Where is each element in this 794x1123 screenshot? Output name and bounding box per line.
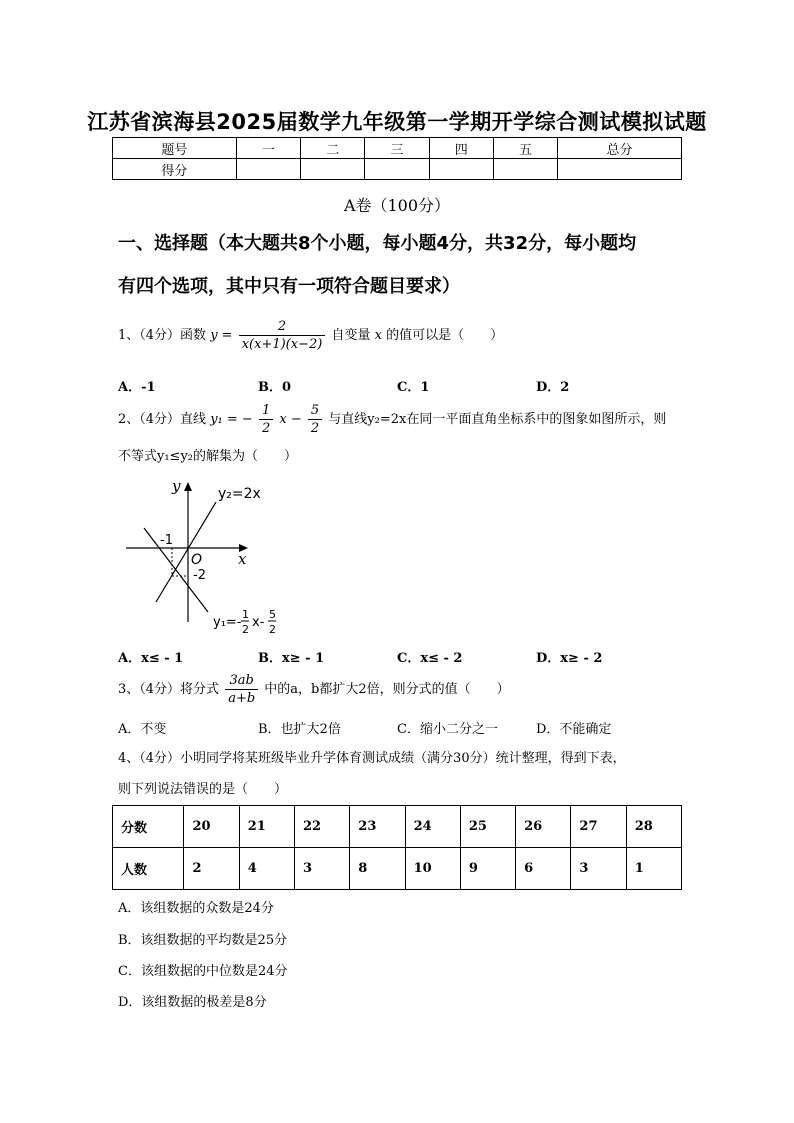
score-cell: 题号: [113, 138, 237, 159]
section-heading: A卷（100分）: [343, 196, 451, 215]
table-cell: 9: [460, 848, 515, 890]
table-cell: 1: [626, 848, 681, 890]
q1-option-b: B．0: [258, 380, 292, 395]
table-cell: 28: [626, 806, 681, 848]
table-cell: 23: [350, 806, 405, 848]
q3-denominator: a+b: [228, 691, 256, 706]
q2-line2: 不等式y₁≤y₂的解集为（ ）: [118, 449, 298, 464]
q4-data-table: [112, 805, 682, 890]
table-cell: 20: [184, 806, 239, 848]
q2-f2-den: 2: [310, 421, 320, 436]
q2-y1: y₁ = −: [210, 412, 253, 427]
question-3: [118, 670, 510, 710]
score-blank-cell: [558, 159, 682, 180]
tick-y-label: -2: [193, 568, 206, 583]
question-1: [118, 316, 503, 356]
q1-numerator: 2: [239, 318, 326, 336]
table-cell: 分数: [113, 806, 184, 848]
part-heading-line2: 有四个选项，其中只有一项符合题目要求）: [118, 276, 460, 297]
score-cell: 三: [365, 138, 429, 159]
q1-suffix-a: 自变量: [331, 328, 371, 343]
q3-option-d: D．不能确定: [536, 722, 612, 737]
axis-y-label: y: [172, 477, 181, 495]
question-2: [118, 400, 666, 440]
table-cell: 10: [405, 848, 460, 890]
line-y2-label: y₂=2x: [218, 486, 261, 502]
q3-option-a: A．不变: [118, 722, 167, 737]
line-y1-label-den1: 2: [242, 623, 249, 636]
score-blank-cell: [365, 159, 429, 180]
table-cell: 3: [295, 848, 350, 890]
q2-prefix: 2、（4分）直线: [118, 412, 207, 427]
y-axis-arrow-icon: [184, 482, 192, 491]
q4-line2: 则下列说法错误的是（ ）: [118, 782, 288, 797]
q1-func: y =: [210, 328, 233, 343]
table-cell: 6: [516, 848, 571, 890]
q2-suffix: 与直线y₂=2x在同一平面直角坐标系中的图象如图所示，则: [328, 412, 667, 427]
q2-option-d: D．x≥ - 2: [536, 651, 603, 666]
table-cell: 2: [184, 848, 239, 890]
score-cell: 二: [301, 138, 365, 159]
q3-option-c: C．缩小二分之一: [397, 722, 498, 737]
q2-f1-num: 1: [259, 402, 273, 420]
axis-x-label: x: [238, 550, 247, 568]
q4-option-a: A．该组数据的众数是24分: [118, 901, 274, 916]
q2-option-a: A．x≤ - 1: [118, 651, 184, 666]
q4-option-d: D．该组数据的极差是8分: [118, 995, 267, 1010]
q2-fraction-1: [259, 402, 273, 437]
q3-prefix: 3、（4分）将分式: [118, 682, 220, 697]
table-row: [113, 848, 682, 890]
table-cell: 人数: [113, 848, 184, 890]
table-cell: 8: [350, 848, 405, 890]
table-cell: 25: [460, 806, 515, 848]
table-row: [113, 806, 682, 848]
score-cell: 五: [493, 138, 557, 159]
table-cell: 3: [571, 848, 626, 890]
q2-option-c: C．x≤ - 2: [397, 651, 463, 666]
table-cell: 22: [295, 806, 350, 848]
score-table: [112, 137, 682, 180]
origin-label: O: [191, 552, 203, 568]
score-blank-cell: [301, 159, 365, 180]
line-y2: [156, 502, 216, 602]
score-cell: 四: [429, 138, 493, 159]
score-blank-cell: [493, 159, 557, 180]
q2-fraction-2: [308, 402, 322, 437]
q4-option-b: B．该组数据的平均数是25分: [118, 933, 288, 948]
score-table-header-row: [113, 138, 682, 159]
line-y1-label-prefix: y₁=-: [213, 615, 242, 630]
q1-prefix: 1、（4分）函数: [118, 328, 207, 343]
line-y1-label-num2: 5: [269, 608, 276, 621]
table-cell: 4: [239, 848, 294, 890]
line-y1-label-den2: 2: [269, 623, 276, 636]
q3-suffix: 中的a，b都扩大2倍，则分式的值（ ）: [264, 682, 510, 697]
score-blank-cell: [236, 159, 300, 180]
score-cell: 总分: [558, 138, 682, 159]
table-cell: 24: [405, 806, 460, 848]
q3-fraction: [225, 672, 258, 707]
q2-f1-den: 2: [261, 421, 271, 436]
table-cell: 26: [516, 806, 571, 848]
q1-fraction: [239, 318, 326, 353]
q1-denominator: x(x+1)(x−2): [241, 337, 323, 352]
q1-var: x: [374, 328, 382, 343]
score-table-score-row: [113, 159, 682, 180]
line-y1-label-num1: 1: [242, 608, 249, 621]
q1-option-c: C．1: [397, 380, 430, 395]
table-cell: 21: [239, 806, 294, 848]
q2-f2-num: 5: [308, 402, 322, 420]
q3-option-b: B．也扩大2倍: [258, 722, 341, 737]
page-title: 江苏省滨海县2025届数学九年级第一学期开学综合测试模拟试题: [87, 110, 707, 134]
q4-option-c: C．该组数据的中位数是24分: [118, 964, 288, 979]
part-heading-line1: 一、选择题（本大题共8个小题，每小题4分，共32分，每小题均: [118, 233, 637, 254]
tick-x-label: -1: [160, 533, 173, 548]
q2-graph: [118, 472, 298, 640]
score-cell: 一: [236, 138, 300, 159]
q2-option-b: B．x≥ - 1: [258, 651, 325, 666]
q1-suffix-b: 的值可以是（ ）: [386, 328, 504, 343]
table-cell: 27: [571, 806, 626, 848]
line-y1-label-mid: x-: [252, 615, 265, 630]
q1-option-a: A．-1: [118, 380, 156, 395]
score-row-label: 得分: [113, 159, 237, 180]
q3-numerator: 3ab: [225, 672, 258, 690]
q2-mid: x −: [279, 412, 302, 427]
score-blank-cell: [429, 159, 493, 180]
q4-line1: 4、（4分）小明同学将某班级毕业升学体育测试成绩（满分30分）统计整理，得到下表，: [118, 751, 626, 766]
q1-option-d: D．2: [536, 380, 570, 395]
